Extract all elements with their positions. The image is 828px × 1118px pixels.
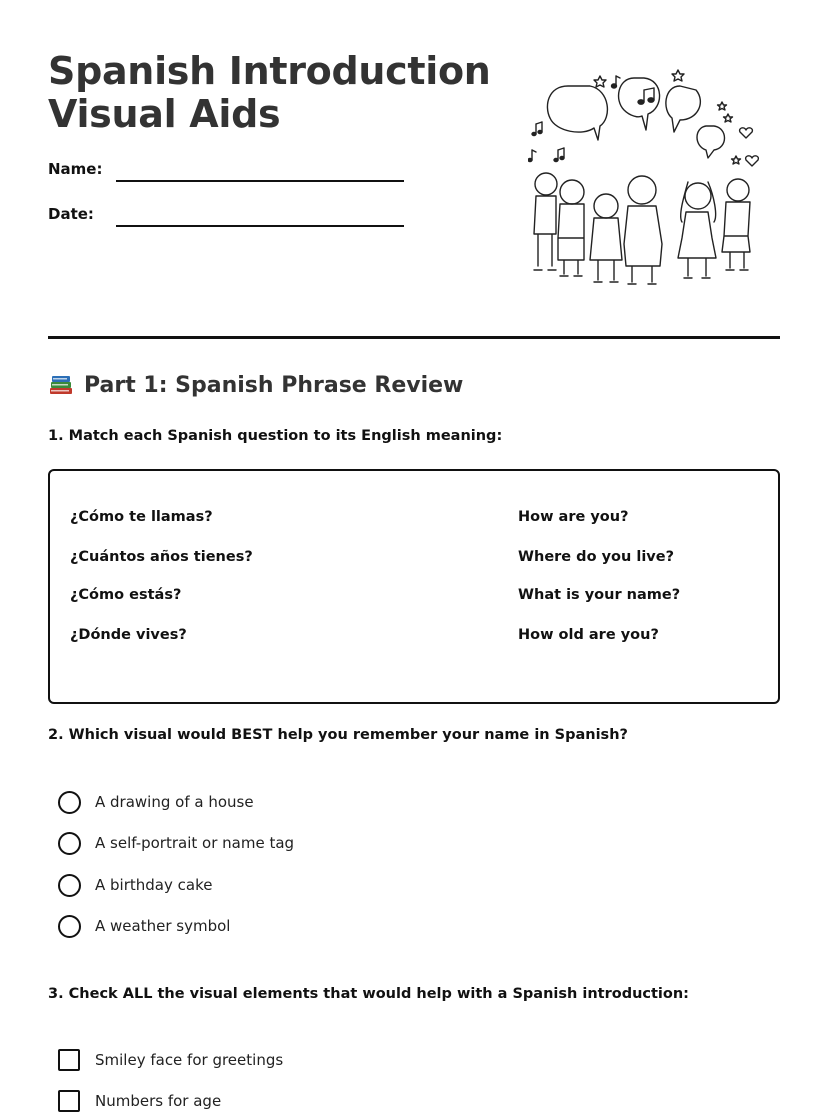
radio-option-label: A birthday cake [95,876,213,894]
spanish-phrase[interactable]: ¿Dónde vives? [70,627,187,643]
children-singing-illustration [528,66,760,294]
checkbox-option[interactable] [58,1089,221,1113]
section-1-title [48,372,463,398]
checkbox-option[interactable] [58,1048,283,1072]
name-field[interactable] [48,158,408,188]
question-2-prompt: 2. Which visual would BEST help you remember your name in Spanish? [48,727,628,743]
title-line-2: Visual Aids [48,92,281,136]
header-divider [48,336,780,339]
spanish-phrase[interactable]: ¿Cuántos años tienes? [70,549,253,565]
name-label: Name: [48,160,103,178]
radio-option-label: A drawing of a house [95,793,254,811]
spanish-phrase[interactable]: ¿Cómo estás? [70,587,182,603]
english-meaning[interactable]: Where do you live? [518,549,674,565]
date-label: Date: [48,205,94,223]
worksheet-header [48,0,780,340]
english-meaning[interactable]: How are you? [518,509,629,525]
radio-option-label: A self-portrait or name tag [95,834,295,852]
radio-button[interactable] [58,874,81,897]
radio-option[interactable] [58,831,294,855]
radio-button[interactable] [58,915,81,938]
name-line[interactable] [116,180,404,182]
checkbox[interactable] [58,1049,80,1071]
title-line-1: Spanish Introduction [48,49,491,93]
spanish-phrase[interactable]: ¿Cómo te llamas? [70,509,213,525]
section-1-title-text: Part 1: Spanish Phrase Review [84,372,464,398]
books-icon [48,372,74,398]
worksheet-title [48,50,491,136]
date-field[interactable] [48,203,408,233]
english-meaning[interactable]: How old are you? [518,627,659,643]
checkbox-option-label: Numbers for age [95,1092,222,1110]
question-1-prompt: 1. Match each Spanish question to its English meaning: [48,428,503,444]
radio-button[interactable] [58,791,81,814]
radio-option[interactable] [58,914,230,938]
radio-option-label: A weather symbol [95,917,231,935]
radio-option[interactable] [58,790,254,814]
english-meaning[interactable]: What is your name? [518,587,681,603]
date-line[interactable] [116,225,404,227]
checkbox-option-label: Smiley face for greetings [95,1051,284,1069]
matching-box [48,469,780,704]
checkbox[interactable] [58,1090,80,1112]
radio-button[interactable] [58,832,81,855]
radio-option[interactable] [58,873,212,897]
question-3-prompt: 3. Check ALL the visual elements that would help with a Spanish introduction: [48,986,689,1002]
